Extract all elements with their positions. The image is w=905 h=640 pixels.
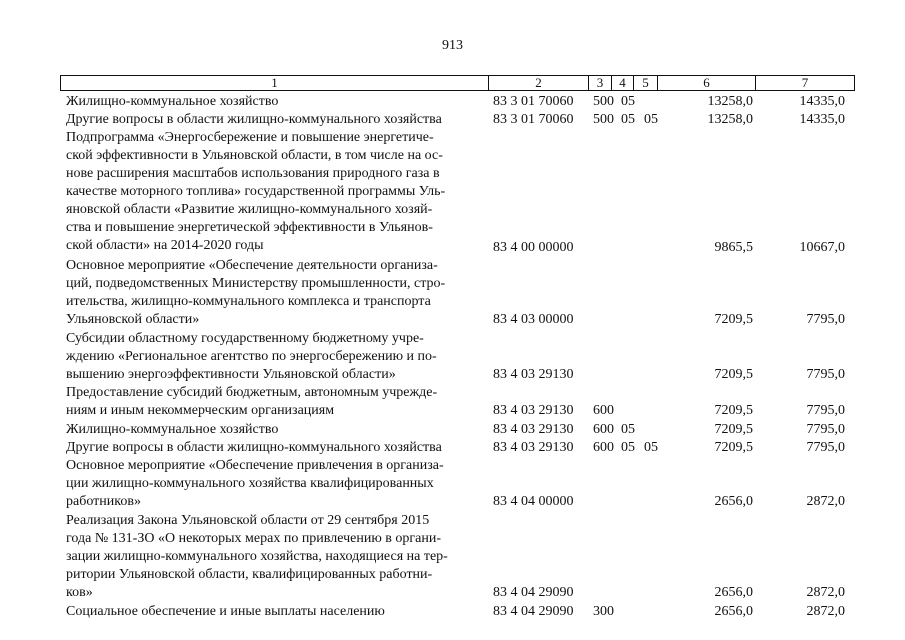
row-name-line: Ульяновской области» [66,311,200,327]
row-name-line: вышению энергоэффективности Ульяновской области» [66,366,396,382]
header-col-7: 7 [755,76,854,90]
row-code: 83 4 03 29130 [493,421,574,437]
table-row [0,421,905,439]
row-name [66,384,484,420]
row-name-line: зации жилищно-коммунального хозяйства, находящиеся на тер- [66,548,448,564]
row-col-3: 600 [593,421,614,437]
table-row [0,257,905,330]
row-name-line: ительства, жилищно-коммунального комплекса и транспорта [66,293,431,309]
row-code: 83 4 00 00000 [493,239,574,255]
row-code: 83 4 03 29130 [493,403,574,419]
row-name-line: качестве моторного топлива» государственной программы Уль- [66,184,446,200]
row-name-line: ции жилищно-коммунального хозяйства квалифицированных [66,476,434,491]
row-code: 83 4 03 29130 [493,439,574,455]
row-name-line: Жилищно-коммунальное хозяйство [66,421,279,437]
row-name [66,457,484,511]
row-value-7: 7795,0 [806,403,845,419]
row-value-7: 14335,0 [799,112,845,128]
row-name-line: Социальное обеспечение и иные выплаты населению [66,603,385,619]
row-name [66,512,484,602]
table-row [0,603,905,621]
row-value-6: 7209,5 [714,421,753,437]
row-name-line: Основное мероприятие «Обеспечение деятельности организа- [66,257,438,273]
row-name-line: Подпрограмма «Энергосбережение и повышение энергетиче- [66,130,434,146]
row-name-line: ций, подведомственных Министерству промышленности, стро- [66,275,446,291]
row-value-6: 2656,0 [714,585,753,601]
row-name-line: ства и повышение энергетической эффективности в Ульянов- [66,220,433,236]
row-name [66,330,484,384]
row-name [66,421,484,439]
row-col-3: 300 [593,603,614,619]
row-code: 83 4 03 00000 [493,312,574,328]
header-col-4: 4 [611,76,633,90]
row-value-7: 2872,0 [806,585,845,601]
row-value-7: 7795,0 [806,366,845,382]
row-col-3: 500 [593,94,614,109]
header-col-3: 3 [588,76,611,90]
row-col-4: 05 [621,439,635,455]
row-col-3: 600 [593,439,614,455]
row-value-6: 13258,0 [707,112,753,128]
row-name-line: ждению «Региональное агентство по энергосбережению и по- [66,348,437,364]
table-row [0,512,905,603]
row-value-6: 7209,5 [714,366,753,382]
row-value-6: 13258,0 [707,94,753,109]
row-value-7: 7795,0 [806,439,845,455]
row-code: 83 4 04 00000 [493,494,574,510]
table-row [0,111,905,129]
row-name-line: ниям и иным некоммерческим организациям [66,403,335,419]
row-name-line: Другие вопросы в области жилищно-коммунального хозяйства [66,112,442,128]
row-value-7: 7795,0 [806,312,845,328]
row-name-line: года № 131-ЗО «О некоторых мерах по привлечению в органи- [66,530,441,546]
row-col-4: 05 [621,112,635,128]
row-col-4: 05 [621,421,635,437]
row-value-7: 10667,0 [799,239,845,255]
table-row [0,384,905,420]
table-row [0,129,905,256]
row-name-line: ков» [66,584,93,600]
row-name-line: ритории Ульяновской области, квалифицированных работни- [66,566,433,582]
row-name [66,93,484,111]
row-value-6: 7209,5 [714,403,753,419]
row-value-7: 14335,0 [799,94,845,109]
row-name-line: Другие вопросы в области жилищно-коммунального хозяйства [66,439,442,455]
row-name [66,603,484,621]
row-value-7: 2872,0 [806,603,845,619]
row-value-6: 2656,0 [714,603,753,619]
row-name [66,129,484,255]
row-name-line: Основное мероприятие «Обеспечение привлечения в организа- [66,458,444,473]
header-col-6: 6 [657,76,755,90]
table-row [0,439,905,457]
row-code: 83 4 03 29130 [493,366,574,382]
row-code: 83 3 01 70060 [493,112,574,128]
row-code: 83 4 04 29090 [493,603,574,619]
header-col-5: 5 [633,76,657,90]
row-col-3: 500 [593,112,614,128]
table-row [0,330,905,385]
page-number: 913 [442,38,463,53]
row-name-line: яновской области «Развитие жилищно-коммунального хозяй- [66,202,433,218]
table-row [0,457,905,512]
header-col-1: 1 [271,75,278,90]
row-name [66,111,484,129]
row-value-6: 7209,5 [714,312,753,328]
table-row [0,93,905,111]
table-header [60,75,855,91]
row-col-3: 600 [593,403,614,419]
row-name-line: ской эффективности в Ульяновской области, в том числе на ос- [66,148,443,164]
row-value-7: 7795,0 [806,421,845,437]
row-col-5: 05 [644,112,658,128]
row-value-7: 2872,0 [806,494,845,510]
row-name-line: Жилищно-коммунальное хозяйство [66,94,279,109]
row-code: 83 4 04 29090 [493,585,574,601]
row-name-line: Субсидии областному государственному бюджетному учре- [66,330,424,346]
row-name [66,439,484,457]
row-name-line: работников» [66,494,141,509]
row-name-line: Предоставление субсидий бюджетным, автономным учрежде- [66,385,438,401]
row-value-6: 7209,5 [714,439,753,455]
row-name-line: ской области» на 2014-2020 годы [66,238,264,254]
row-name-line: нове расширения масштабов использования природного газа в [66,166,440,182]
row-col-4: 05 [621,94,635,109]
row-name [66,257,484,329]
row-code: 83 3 01 70060 [493,94,574,109]
row-name-line: Реализация Закона Ульяновской области от 29 сентября 2015 [66,512,430,528]
row-col-5: 05 [644,439,658,455]
header-col-2: 2 [488,76,588,90]
row-value-6: 2656,0 [714,494,753,510]
row-value-6: 9865,5 [714,239,753,255]
